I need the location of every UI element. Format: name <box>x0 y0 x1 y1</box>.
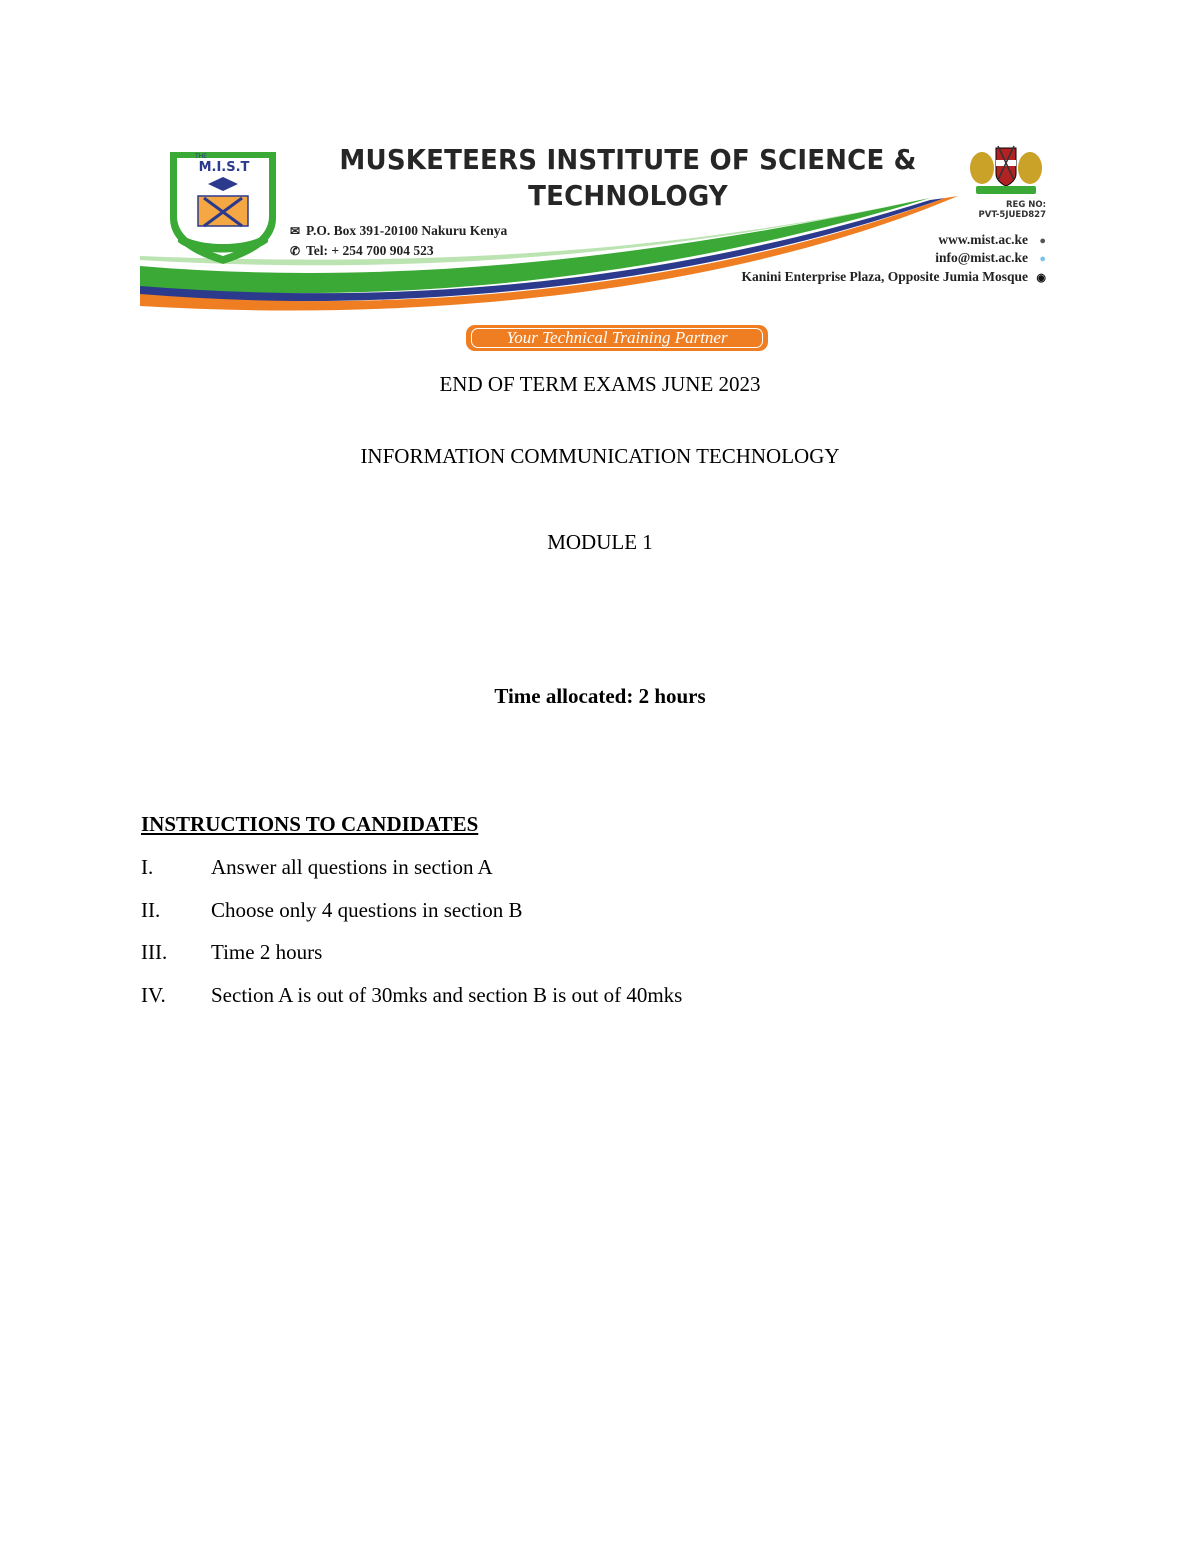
instruction-text: Time 2 hours <box>211 940 323 964</box>
exam-subject: INFORMATION COMMUNICATION TECHNOLOGY <box>360 444 840 468</box>
instruction-text: Answer all questions in section A <box>211 855 493 879</box>
logo-small-text: THE <box>195 153 207 160</box>
time-allocated: Time allocated: 2 hours <box>494 684 706 708</box>
reg-block <box>960 200 1046 220</box>
reg-number: PVT-5JUED827 <box>978 210 1046 220</box>
mailbox-icon: ✉ <box>290 224 301 238</box>
instructions-heading: INSTRUCTIONS TO CANDIDATES <box>141 812 479 836</box>
logo-text: M.I.S.T <box>198 160 250 175</box>
tel-line <box>290 243 434 259</box>
address-line <box>741 269 1046 285</box>
instruction-text: Section A is out of 30mks and section B is out of 40mks <box>211 983 683 1007</box>
website-line <box>938 232 1046 248</box>
po-box-text: P.O. Box 391-20100 Nakuru Kenya <box>306 223 508 238</box>
email-line <box>935 250 1046 266</box>
instruction-number: III. <box>141 940 168 964</box>
letterhead <box>140 138 1050 318</box>
tel-text: Tel: + 254 700 904 523 <box>306 243 434 258</box>
instruction-number: IV. <box>141 983 166 1007</box>
location-pin-icon: ◉ <box>1036 272 1046 284</box>
email-text: info@mist.ac.ke <box>935 250 1028 265</box>
instruction-number: I. <box>141 855 154 879</box>
instruction-item <box>141 940 322 965</box>
address-text: Kanini Enterprise Plaza, Opposite Jumia Mosque <box>741 269 1028 284</box>
globe-icon: ● <box>1039 235 1046 247</box>
instruction-text: Choose only 4 questions in section B <box>211 898 523 922</box>
coat-of-arms-icon <box>968 140 1044 198</box>
po-box-line <box>290 223 507 239</box>
instruction-item <box>141 983 682 1008</box>
instruction-number: II. <box>141 898 161 922</box>
website-text: www.mist.ac.ke <box>938 232 1028 247</box>
email-icon: ● <box>1039 253 1046 265</box>
institution-name-line1: MUSKETEERS INSTITUTE OF SCIENCE & <box>339 143 917 176</box>
tagline-badge <box>466 325 768 351</box>
institution-name <box>330 142 925 214</box>
reg-label: REG NO: <box>1005 200 1046 210</box>
institution-name-line2: TECHNOLOGY <box>528 179 728 212</box>
exam-module: MODULE 1 <box>547 530 653 554</box>
phone-icon: ✆ <box>290 244 301 258</box>
exam-title: END OF TERM EXAMS JUNE 2023 <box>439 372 761 396</box>
instruction-item <box>141 898 523 923</box>
tagline-text: Your Technical Training Partner <box>471 328 763 348</box>
instruction-item <box>141 855 493 880</box>
